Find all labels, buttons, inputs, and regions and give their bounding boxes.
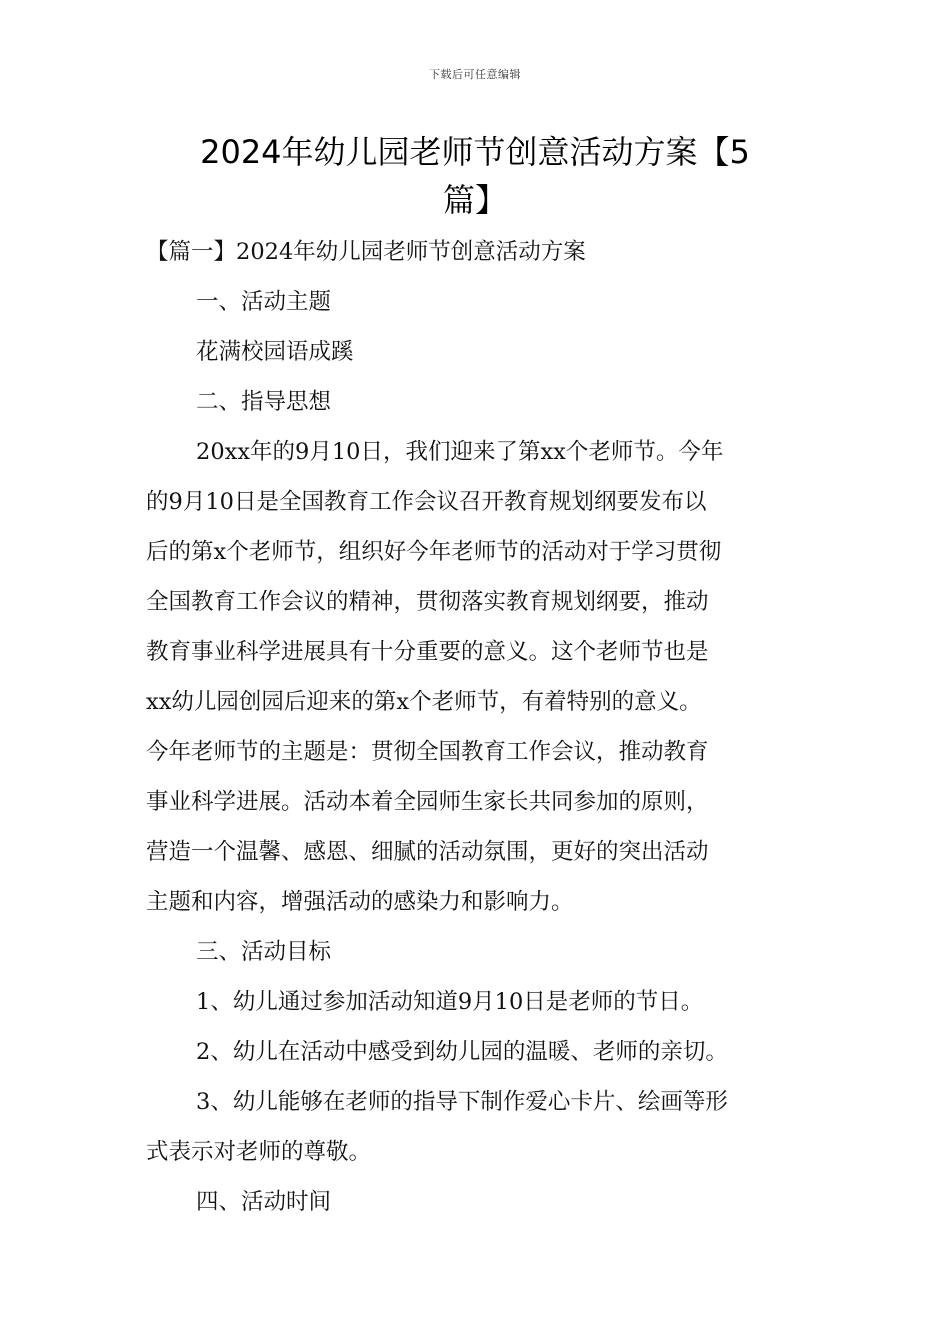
- document-body: [146, 227, 806, 1227]
- goal-item-3: [146, 1077, 806, 1177]
- goal-item-2: 2、幼儿在活动中感受到幼儿园的温暖、老师的亲切。: [196, 1039, 728, 1065]
- paragraph-line: 事业科学进展。活动本着全园师生家长共同参加的原则，: [146, 789, 709, 815]
- paragraph-line: 的9月10日是全国教育工作会议召开教育规划纲要发布以: [146, 489, 707, 515]
- guiding-idea-paragraph: [146, 427, 806, 927]
- paragraph-line: 后的第x个老师节，组织好今年老师节的活动对于学习贯彻: [146, 539, 722, 565]
- paragraph-line: 营造一个温馨、感恩、细腻的活动氛围，更好的突出活动: [146, 839, 709, 865]
- goal-item-3-line-1: 3、幼儿能够在老师的指导下制作爱心卡片、绘画等形: [196, 1089, 728, 1115]
- header-note: 下载后可任意编辑: [429, 68, 521, 81]
- goal-item-3-line-2: 式表示对老师的尊敬。: [146, 1139, 372, 1165]
- heading-guiding-idea: 二、指导思想: [196, 389, 332, 415]
- heading-activity-goals: 三、活动目标: [196, 939, 332, 965]
- paragraph-line: 主题和内容，增强活动的感染力和影响力。: [146, 889, 574, 915]
- title-line-2: 篇】: [442, 181, 507, 219]
- section-heading: 【篇一】2024年幼儿园老师节创意活动方案: [146, 239, 586, 265]
- paragraph-line: 全国教育工作会议的精神，贯彻落实教育规划纲要，推动: [146, 589, 709, 615]
- activity-theme-text: 花满校园语成蹊: [196, 339, 354, 365]
- goal-item-1: 1、幼儿通过参加活动知道9月10日是老师的节日。: [196, 989, 704, 1015]
- paragraph-line: xx幼儿园创园后迎来的第x个老师节，有着特别的意义。: [146, 689, 702, 715]
- paragraph-line: 20xx年的9月10日，我们迎来了第xx个老师节。今年: [196, 439, 724, 465]
- heading-activity-time: 四、活动时间: [196, 1189, 332, 1215]
- paragraph-line: 今年老师节的主题是：贯彻全国教育工作会议，推动教育: [146, 739, 709, 765]
- paragraph-line: 教育事业科学进展具有十分重要的意义。这个老师节也是: [146, 639, 709, 665]
- document-title: [150, 128, 800, 224]
- heading-activity-theme: 一、活动主题: [196, 289, 332, 315]
- title-line-1: 2024年幼儿园老师节创意活动方案【5: [200, 133, 750, 171]
